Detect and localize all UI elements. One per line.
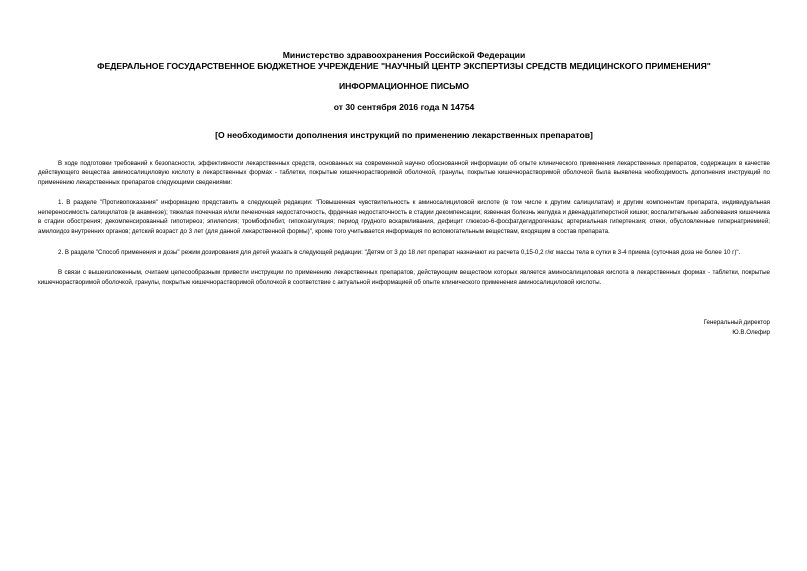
document-page <box>38 50 770 338</box>
signature-name: Ю.В.Олефир <box>732 329 770 337</box>
paragraph-contraindications: 1. В разделе "Противопоказания" информацию представить в следующей редакции: "Повышенная чувствительность к аминосалициловой кислоте (в том числе к другим салицилатам) и другим компонентам препарата, индивидуальная непереносимость салицилатов (в анамнезе); тяжелая почечная и/или печеночная недостаточность, фрдечная недостаточность в стадии декомпенсации; язвенная болезнь желудка и двенадцатиперстной кишки; воспалительные заболевания кишечника в стадии обострения; декомпенсированный гипотиреоз; эпилепсия; тромбофлебит, гипокоагуляция; период грудного вскармливания, дефицит глюкозо-6-фосфатдегидрогеназы; артериальная гипертензия; отеки, обусловленные гипернатриемией; амилоидоз внутренних органов; детский возраст до 3 лет (для данной лекарственной формы)", кроме того учитывается информация по вспомогательным веществам, входящим в состав препарата. <box>38 199 770 236</box>
document-subject: [О необходимости дополнения инструкций по применению лекарственных препаратов] <box>215 130 593 140</box>
signature-block <box>38 318 770 337</box>
signature-position: Генеральный директор <box>703 319 770 327</box>
paragraph-dosage: 2. В разделе "Способ применения и дозы" режим дозирования для детей указать в следующей редакции: "Детям от 3 до 18 лет препарат назначают из расчета 0,15-0,2 г/кг массы тела в сутки в 3-4 приема (суточная доза не более 10 г)". <box>58 248 741 256</box>
organization-name: ФЕДЕРАЛЬНОЕ ГОСУДАРСТВЕННОЕ БЮДЖЕТНОЕ УЧРЕЖДЕНИЕ "НАУЧНЫЙ ЦЕНТР ЭКСПЕРТИЗЫ СРЕДСТВ МЕДИЦИНСКОГО ПРИМЕНЕНИЯ" <box>97 60 711 71</box>
paragraph-conclusion: В связи с вышеизложенным, считаем целесообразным привести инструкции по применению лекарственных препаратов, действующим веществом которых является аминосалициловая кислота в лекарственных формах - таблетки, покрытые кишечнорастворимой оболочкой, гранулы, покрытые кишечнорастворимой оболочкой в соответствие с актуальной информацией об опыте клинического применения аминосалициловой кислоты. <box>38 269 770 286</box>
ministry-name: Министерство здравоохранения Российской Федерации <box>282 50 526 60</box>
document-type: ИНФОРМАЦИОННОЕ ПИСЬМО <box>338 81 470 91</box>
paragraph-intro: В ходе подготовки требований к безопасности, эффективности лекарственных средств, основанных на современной научно обоснованной информации об опыте клинического применения лекарственных препаратов, содержащих в качестве действующего вещества аминосалициловую кислоту в лекарственных формах - таблетки, покрытые кишечнорастворимой оболочкой, гранулы, покрытые кишечнорастворимой оболочкой была выявлена необходимость дополнения инструкций по применению лекарственных препаратов следующими сведениями: <box>38 159 770 186</box>
document-body <box>38 159 770 288</box>
document-date: от 30 сентября 2016 года N 14754 <box>333 101 475 112</box>
